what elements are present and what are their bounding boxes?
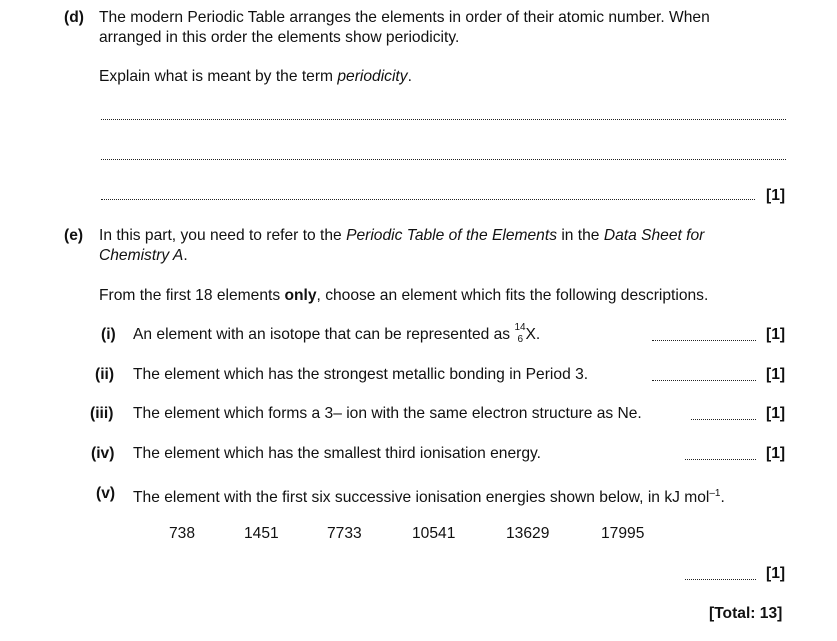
- answer-line-e-iv[interactable]: [685, 459, 756, 460]
- ionisation-energy-4: 10541: [412, 525, 456, 542]
- item-i-text: An element with an isotope that can be represented as 14 6 X.: [133, 322, 541, 345]
- mark-e-iii: [1]: [766, 405, 786, 422]
- item-v-label: (v): [96, 485, 116, 502]
- item-v-text: The element with the first six successive ionisation energies shown below, in kJ mol$^{-1}$.: [133, 488, 725, 507]
- mark-e-ii: [1]: [766, 366, 786, 383]
- ionisation-energy-2: 1451: [244, 525, 279, 542]
- answer-line-e-v[interactable]: [685, 579, 756, 580]
- part-e-instruction: From the first 18 elements only, choose an element which fits the following descriptions.: [99, 287, 709, 304]
- part-d-intro-line1: The modern Periodic Table arranges the elements in order of their atomic number. When: [99, 9, 710, 26]
- answer-line-e-i[interactable]: [652, 340, 756, 341]
- item-iv-text: The element which has the smallest third ionisation energy.: [133, 445, 541, 462]
- item-ii-label: (ii): [95, 366, 115, 383]
- mark-e-iv: [1]: [766, 445, 786, 462]
- item-ii-text: The element which has the strongest metallic bonding in Period 3.: [133, 366, 589, 383]
- answer-line-e-ii[interactable]: [652, 380, 756, 381]
- answer-line-e-iii[interactable]: [691, 419, 756, 420]
- isotope-notation: 14 6: [514, 322, 526, 345]
- ionisation-energy-6: 17995: [601, 525, 645, 542]
- mark-d: [1]: [766, 187, 786, 204]
- item-iv-label: (iv): [91, 445, 115, 462]
- ionisation-energy-3: 7733: [327, 525, 362, 542]
- part-d-intro-line2: arranged in this order the elements show periodicity.: [99, 29, 460, 46]
- ionisation-energy-5: 13629: [506, 525, 550, 542]
- mark-e-v: [1]: [766, 565, 786, 582]
- part-d-label: (d): [64, 9, 84, 26]
- mark-e-i: [1]: [766, 326, 786, 343]
- part-e-label: (e): [64, 227, 84, 244]
- answer-line-d-1[interactable]: [101, 119, 786, 120]
- item-iii-label: (iii): [90, 405, 114, 422]
- part-e-intro-line2: Chemistry A.: [99, 247, 188, 264]
- item-i-label: (i): [101, 326, 116, 343]
- answer-line-d-3[interactable]: [101, 199, 755, 200]
- total-marks: [Total: 13]: [709, 605, 783, 622]
- part-d-question: Explain what is meant by the term periodicity.: [99, 68, 412, 85]
- ionisation-energy-1: 738: [169, 525, 196, 542]
- part-e-intro-line1: In this part, you need to refer to the Periodic Table of the Elements in the Data Sheet for: [99, 227, 705, 244]
- item-iii-text: The element which forms a 3– ion with the same electron structure as Ne.: [133, 405, 642, 422]
- answer-line-d-2[interactable]: [101, 159, 786, 160]
